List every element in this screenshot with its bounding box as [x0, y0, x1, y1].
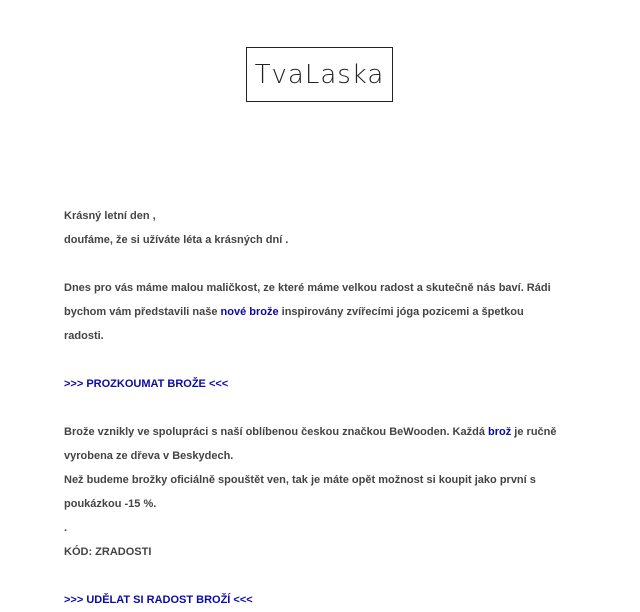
buy-brooch-link[interactable]: >>> UDĚLAT SI RADOST BROŽÍ <<< [64, 594, 253, 606]
details-paragraph [64, 420, 564, 468]
greeting-line-2: doufáme, že si užíváte léta a krásných dní . [64, 234, 289, 246]
intro-text-2: inspirovány zvířecími jóga pozicemi a špetkou radosti. [64, 306, 524, 342]
intro-text-1: Dnes pro vás máme malou maličkost, ze které máme velkou radost a skutečně nás baví. Rádi bychom vám představili naše [64, 282, 551, 318]
new-brooches-link[interactable]: nové brože [220, 306, 279, 318]
details-text-1: Brože vznikly ve spolupráci s naší oblíbenou českou značkou BeWooden. Každá [64, 426, 489, 438]
spacer [64, 348, 564, 372]
cta-explore-row [64, 372, 564, 396]
logo[interactable] [246, 47, 393, 102]
dot-line: . [64, 522, 68, 534]
greeting-line-1: Krásný letní den , [64, 210, 156, 222]
discount-code: KÓD: ZRADOSTI [64, 546, 152, 558]
explore-brooches-link[interactable]: >>> PROZKOUMAT BROŽE <<< [64, 378, 229, 390]
spacer [64, 564, 564, 588]
spacer [64, 396, 564, 420]
cta-buy-row [64, 588, 564, 612]
details-text-2: je ručně vyrobena ze dřeva v Beskydech. [64, 426, 557, 462]
email-body [64, 204, 564, 612]
spacer [64, 252, 564, 276]
intro-paragraph [64, 276, 564, 348]
brooch-link[interactable]: brož [488, 426, 512, 438]
logo-text: TvaLaska [254, 59, 385, 90]
discount-paragraph: Než budeme brožky oficiálně spouštět ven, tak je máte opět možnost si koupit jako první s poukázkou -15 %. [64, 474, 536, 510]
